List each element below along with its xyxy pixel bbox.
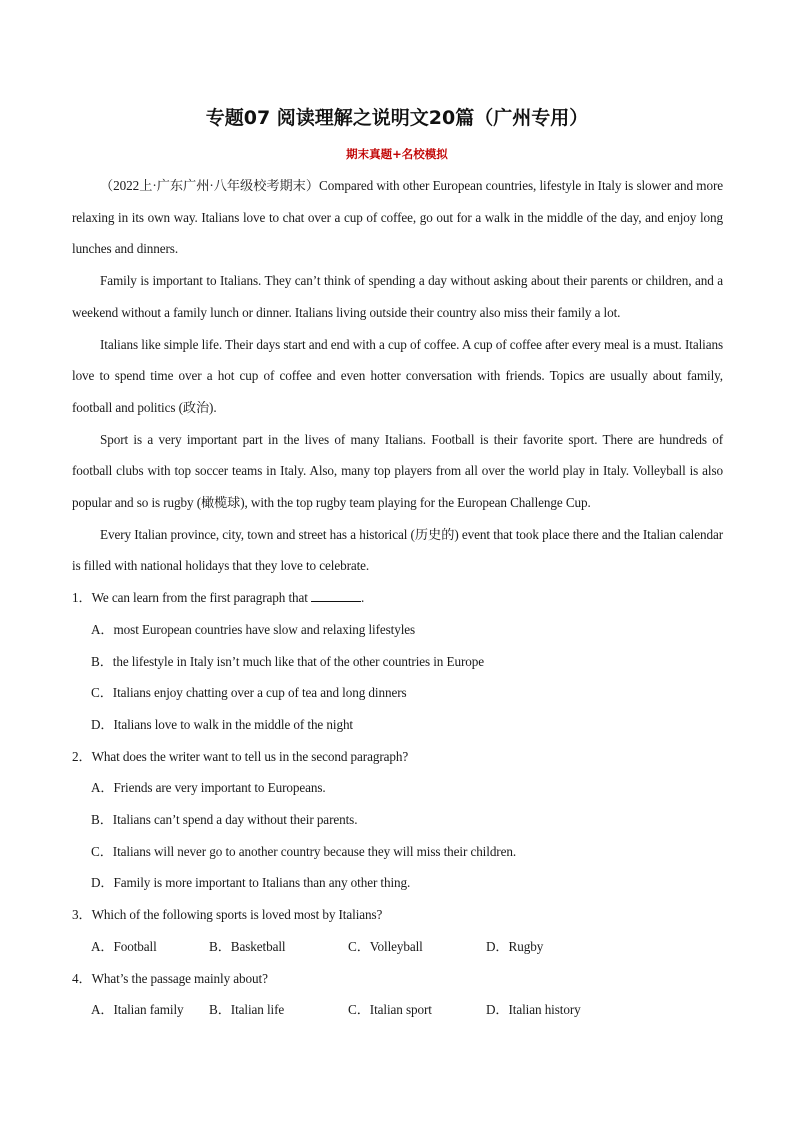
passage-paragraph-1: （2022上·广东广州·八年级校考期末）Compared with other European countries, lifestyle in Italy is slower and more relaxing in its own way. Italians love to chat over a cup of coffee, go out for a walk in the middle of the day, and enjoy long lunches and dinners. — [72, 178, 723, 257]
page-subtitle: 期末真题+名校模拟 — [346, 147, 448, 161]
page-title: 专题07 阅读理解之说明文20篇（广州专用） — [205, 107, 589, 129]
question-4-option-c: C．Italian sport — [348, 1002, 432, 1018]
question-2-option-b: B．Italians can’t spend a day without their parents. — [91, 812, 358, 828]
question-1-end: . — [361, 590, 365, 606]
question-4-option-d: D．Italian history — [486, 1002, 581, 1018]
question-1-option-a: A．most European countries have slow and relaxing lifestyles — [91, 621, 416, 637]
answer-blank — [311, 587, 361, 602]
passage-paragraph-4: Sport is a very important part in the lives of many Italians. Football is their favorite sport. There are hundreds of football clubs with top soccer teams in Italy. Also, many top players from all over the world play in Italy. Volleyball is also popular and so is rugby (橄榄球), with the top rugby team playing for the European Challenge Cup. — [72, 431, 723, 511]
passage-paragraph-5: Every Italian province, city, town and street has a historical (历史的) event that took place there and the Italian calendar is filled with national holidays that they love to celebrate. — [72, 526, 723, 574]
question-1-option-b: B．the lifestyle in Italy isn’t much like that of the other countries in Europe — [91, 653, 484, 669]
question-1-stem: 1．We can learn from the first paragraph that — [72, 590, 308, 606]
question-2-option-d: D．Family is more important to Italians than any other thing. — [91, 875, 411, 891]
question-1 — [72, 582, 723, 614]
question-3: 3．Which of the following sports is loved most by Italians? — [72, 907, 383, 923]
question-4-option-a: A．Italian family — [91, 1002, 184, 1018]
question-4-options — [72, 994, 723, 1026]
question-2-option-c: C．Italians will never go to another country because they will miss their children. — [91, 843, 517, 859]
question-1-option-c: C．Italians enjoy chatting over a cup of tea and long dinners — [91, 685, 407, 701]
question-3-option-b: B．Basketball — [209, 938, 286, 954]
passage-paragraph-2: Family is important to Italians. They can’t think of spending a day without asking about their parents or children, and a weekend without a family lunch or dinner. Italians living outside their country also miss their family a lot. — [72, 273, 723, 320]
question-3-option-a: A．Football — [91, 938, 157, 954]
question-3-option-c: C．Volleyball — [348, 938, 423, 954]
document-body — [72, 170, 723, 1026]
question-4-option-b: B．Italian life — [209, 1002, 285, 1018]
question-1-option-d: D．Italians love to walk in the middle of the night — [91, 716, 353, 732]
question-3-option-d: D．Rugby — [486, 938, 544, 954]
question-2: 2．What does the writer want to tell us in the second paragraph? — [72, 748, 409, 764]
question-3-options — [72, 931, 723, 963]
passage-paragraph-3: Italians like simple life. Their days start and end with a cup of coffee. A cup of coffee after every meal is a must. Italians love to spend time over a hot cup of coffee and even hotter conversation with friends. Topics are usually about family, football and politics (政治). — [72, 336, 723, 415]
question-2-option-a: A．Friends are very important to Europeans. — [91, 780, 326, 796]
question-4: 4．What’s the passage mainly about? — [72, 970, 268, 986]
